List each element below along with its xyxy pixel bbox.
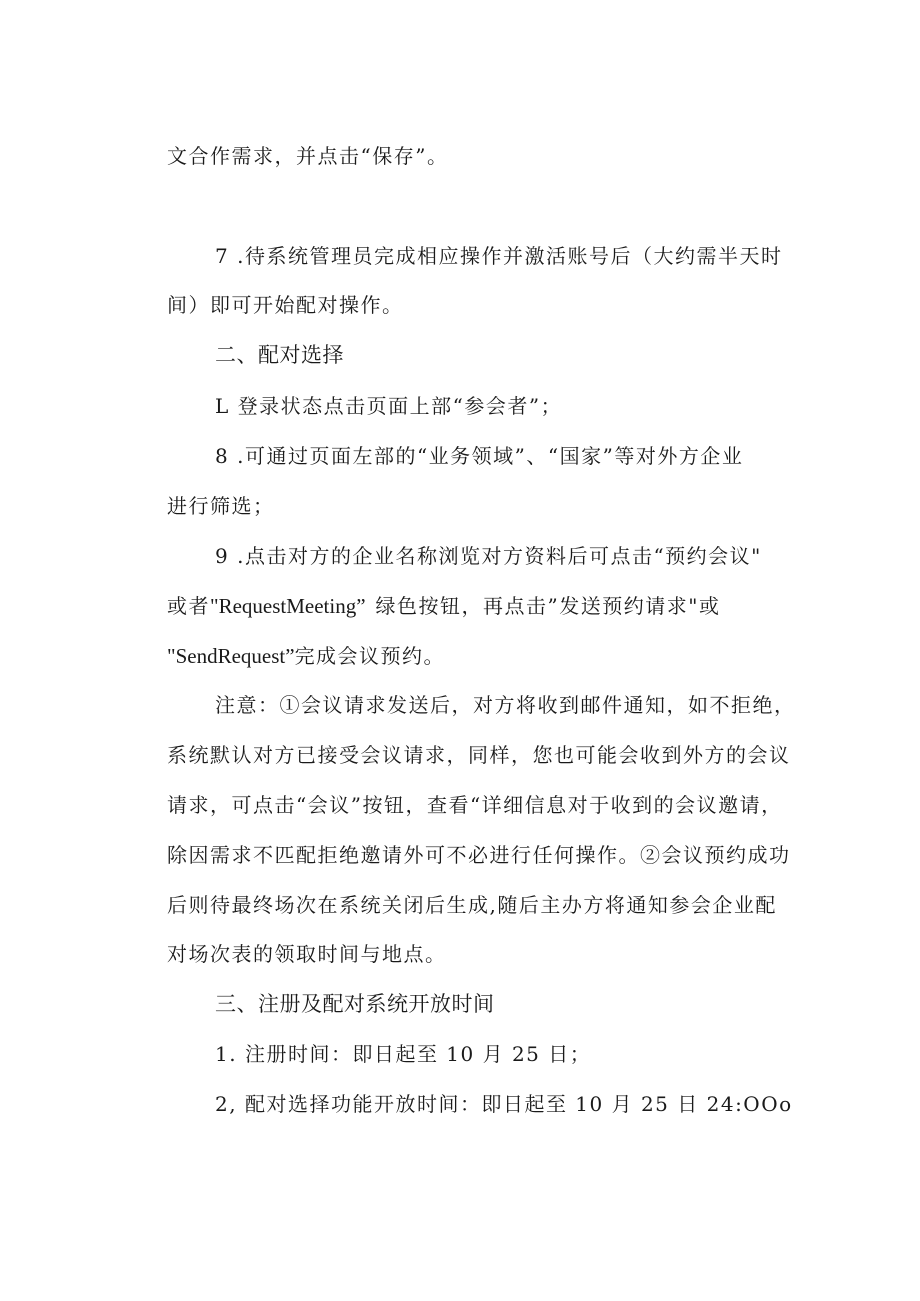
paragraph-line: 请求，可点击“会议”按钮，查看“详细信息对于收到的会议邀请，: [167, 793, 783, 817]
section-heading: 三、注册及配对系统开放时间: [215, 992, 495, 1016]
paragraph-line: 系统默认对方已接受会议请求，同样，您也可能会收到外方的会议: [167, 743, 791, 767]
text-run: 绿色按钮，再点击”发送预约请求"或: [375, 594, 721, 618]
paragraph-line: 7 .待系统管理员完成相应操作并激活账号后（大约需半天时: [215, 244, 783, 268]
list-item: 2, 配对选择功能开放时间：即日起至 10 月 25 日 24:OOo: [215, 1092, 793, 1116]
paragraph-line: 间）即可开始配对操作。: [167, 293, 404, 317]
paragraph-line: 8 .可通过页面左部的“业务领域”、“国家”等对外方企业: [215, 444, 744, 468]
text-run-latin: "RequestMeeting”: [210, 594, 366, 618]
paragraph-line: [167, 643, 445, 669]
paragraph-line: 除因需求不匹配拒绝邀请外可不必进行任何操作。②会议预约成功: [167, 843, 791, 867]
paragraph-line: 文合作需求，并点击“保存”。: [167, 144, 449, 168]
paragraph-line: 对场次表的领取时间与地点。: [167, 942, 447, 966]
paragraph-line: 后则待最终场次在系统关闭后生成,随后主办方将通知参会企业配: [167, 893, 777, 917]
list-item: 1. 注册时间：即日起至 10 月 25 日；: [215, 1042, 592, 1066]
paragraph-line: 进行筛选；: [167, 494, 275, 518]
paragraph-line: [167, 593, 720, 619]
text-run: 完成会议预约。: [294, 644, 446, 668]
paragraph-line: L 登录状态点击页面上部“参会者”；: [215, 394, 563, 418]
paragraph-line: 注意：①会议请求发送后，对方将收到邮件通知，如不拒绝，: [215, 693, 796, 717]
text-run: 或者: [167, 594, 210, 618]
text-run-latin: "SendRequest”: [167, 644, 295, 668]
section-heading: 二、配对选择: [215, 343, 344, 367]
paragraph-line: 9 .点击对方的企业名称浏览对方资料后可点击“预约会议": [215, 544, 762, 568]
